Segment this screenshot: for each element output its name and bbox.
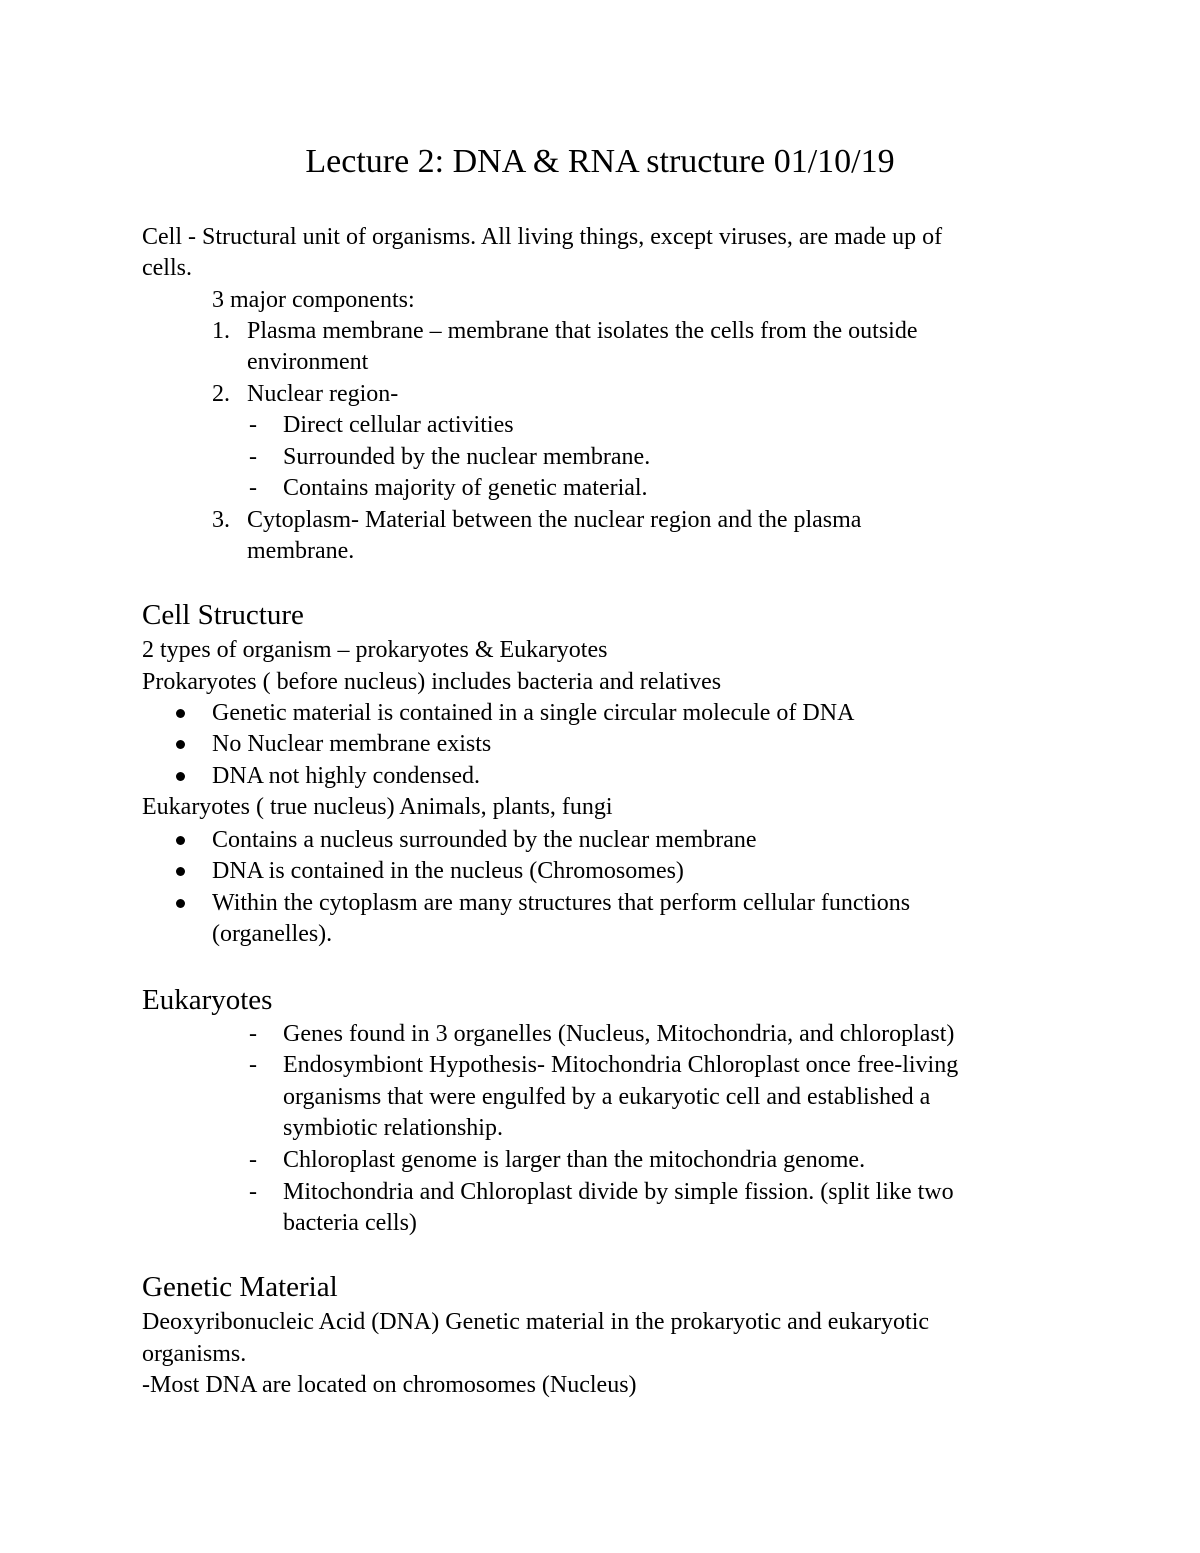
dna-definition-line1: Deoxyribonucleic Acid (DNA) Genetic material in the prokaryotic and eukaryotic <box>142 1309 930 1335</box>
dash-marker: - <box>249 475 257 501</box>
dna-location-line: -Most DNA are located on chromosomes (Nucleus) <box>142 1372 637 1398</box>
eukaryote-point: Mitochondria and Chloroplast divide by simple fission. (split like two <box>283 1179 954 1205</box>
nuclear-subitem: Surrounded by the nuclear membrane. <box>283 444 651 470</box>
dash-marker: - <box>249 1147 257 1173</box>
list-number: 1. <box>212 318 230 344</box>
organism-types-line: 2 types of organism – prokaryotes & Eukaryotes <box>142 637 608 663</box>
eukaryotes-label: Eukaryotes ( true nucleus) Animals, plants, fungi <box>142 794 613 820</box>
eukaryote-point: Genes found in 3 organelles (Nucleus, Mitochondria, and chloroplast) <box>283 1021 955 1047</box>
page-title: Lecture 2: DNA & RNA structure 01/10/19 <box>305 143 895 180</box>
eukaryote-bullet-cont: (organelles). <box>212 921 333 947</box>
bullet-dot <box>176 709 185 718</box>
eukaryote-bullet: Contains a nucleus surrounded by the nuclear membrane <box>212 827 757 853</box>
components-label: 3 major components: <box>212 287 415 313</box>
heading-eukaryotes: Eukaryotes <box>142 984 273 1016</box>
bullet-dot <box>176 740 185 749</box>
prokaryote-bullet: Genetic material is contained in a single circular molecule of DNA <box>212 700 855 726</box>
bullet-dot <box>176 836 185 845</box>
bullet-dot <box>176 867 185 876</box>
eukaryote-bullet: DNA is contained in the nucleus (Chromosomes) <box>212 858 684 884</box>
dash-marker: - <box>249 444 257 470</box>
cell-definition-line1: Cell - Structural unit of organisms. All living things, except viruses, are made up of <box>142 224 943 250</box>
cell-definition-line2: cells. <box>142 255 192 281</box>
prokaryote-bullet: DNA not highly condensed. <box>212 763 480 789</box>
bullet-dot <box>176 899 185 908</box>
prokaryotes-label: Prokaryotes ( before nucleus) includes bacteria and relatives <box>142 669 722 695</box>
list-number: 2. <box>212 381 230 407</box>
dash-marker: - <box>249 1021 257 1047</box>
list-item-plasma-membrane-cont: environment <box>247 349 369 375</box>
eukaryote-point-cont: bacteria cells) <box>283 1210 417 1236</box>
bullet-dot <box>176 772 185 781</box>
list-item-plasma-membrane: Plasma membrane – membrane that isolates the cells from the outside <box>247 318 918 344</box>
nuclear-subitem: Contains majority of genetic material. <box>283 475 648 501</box>
eukaryote-point: Chloroplast genome is larger than the mitochondria genome. <box>283 1147 866 1173</box>
nuclear-subitem: Direct cellular activities <box>283 412 514 438</box>
eukaryote-point-cont: organisms that were engulfed by a eukaryotic cell and established a <box>283 1084 931 1110</box>
eukaryote-point-cont: symbiotic relationship. <box>283 1115 503 1141</box>
dash-marker: - <box>249 1179 257 1205</box>
eukaryote-point: Endosymbiont Hypothesis- Mitochondria Chloroplast once free-living <box>283 1052 959 1078</box>
prokaryote-bullet: No Nuclear membrane exists <box>212 731 492 757</box>
heading-cell-structure: Cell Structure <box>142 599 304 631</box>
heading-genetic-material: Genetic Material <box>142 1271 338 1303</box>
list-item-cytoplasm: Cytoplasm- Material between the nuclear region and the plasma <box>247 507 862 533</box>
eukaryote-bullet: Within the cytoplasm are many structures that perform cellular functions <box>212 890 911 916</box>
list-number: 3. <box>212 507 230 533</box>
dna-definition-line2: organisms. <box>142 1341 247 1367</box>
dash-marker: - <box>249 1052 257 1078</box>
list-item-nuclear-region: Nuclear region- <box>247 381 399 407</box>
list-item-cytoplasm-cont: membrane. <box>247 538 355 564</box>
dash-marker: - <box>249 412 257 438</box>
